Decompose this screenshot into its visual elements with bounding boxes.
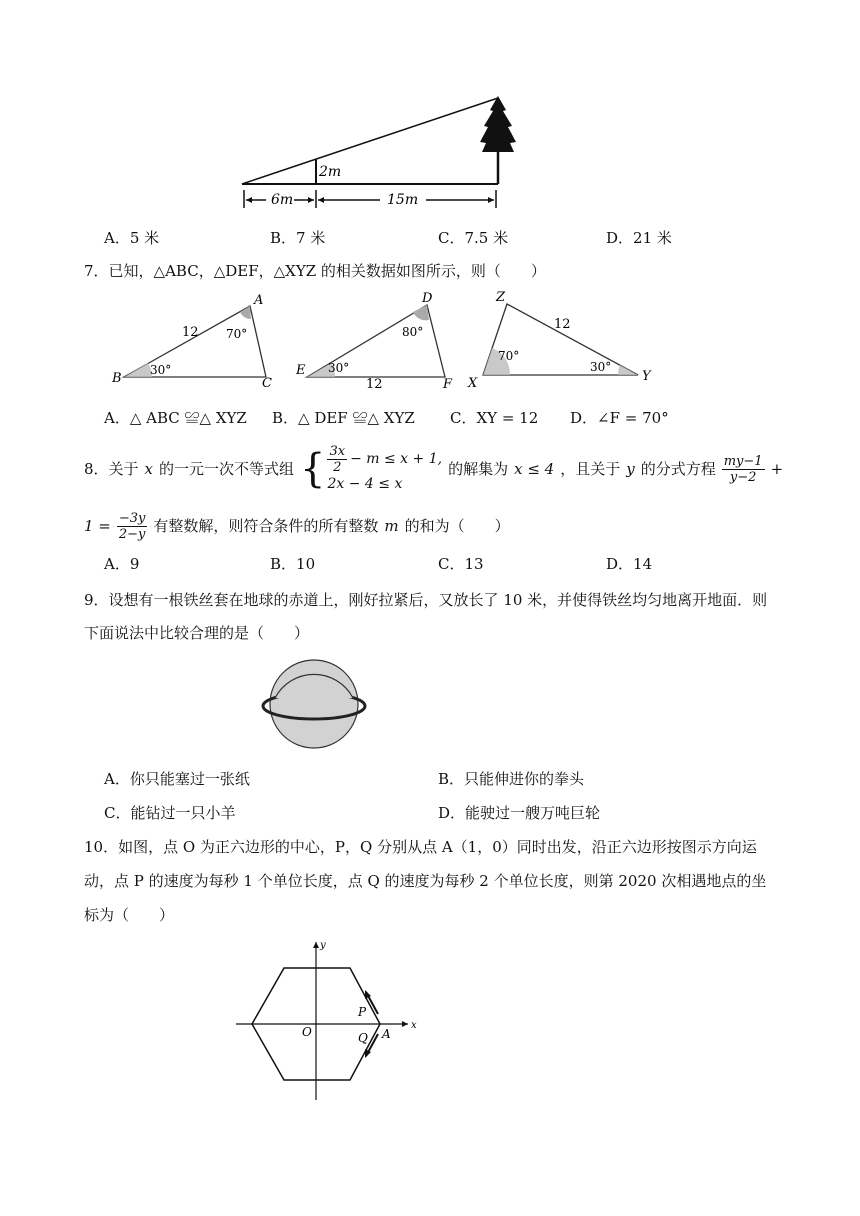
q8-mid1: 的一元一次不等式组 <box>159 460 295 478</box>
angle-y: 30° <box>590 360 612 374</box>
q8-ineq1-rest: − m ≤ x + 1, <box>350 451 443 467</box>
q9-option-b[interactable]: B．只能伸进你的拳头 <box>438 770 585 788</box>
q8-mid4: 的分式方程 <box>640 460 716 478</box>
q7-option-d[interactable]: D．∠F = 70° <box>570 409 669 427</box>
q9-stem-line2: 下面说法中比较合理的是（ ） <box>84 624 310 642</box>
side-ab: 12 <box>182 325 199 340</box>
q7-option-a[interactable]: A．△ ABC ≌△ XYZ <box>104 409 247 427</box>
q8-mid2: 的解集为 <box>448 460 509 478</box>
q8-solution: x ≤ 4 <box>514 460 555 478</box>
point-q: Q <box>358 1031 368 1045</box>
x-axis-label: x <box>411 1020 417 1031</box>
tree-icon <box>480 96 516 152</box>
q10-stem-line3: 标为（ ） <box>84 906 175 924</box>
q6-option-a[interactable]: A．5 米 <box>104 229 160 247</box>
q8-fraction-1: $\frac{my-1}{y-2}$ <box>723 453 763 485</box>
q8-option-d[interactable]: D．14 <box>606 555 653 573</box>
q8-stem-line1 <box>84 446 783 492</box>
vertex-c: C <box>262 376 272 388</box>
q8-var-x: x <box>144 460 154 478</box>
angle-d: 80° <box>402 325 424 339</box>
point-o: O <box>302 1025 312 1039</box>
q6-option-b[interactable]: B．7 米 <box>270 229 326 247</box>
point-a: A <box>382 1027 391 1041</box>
q7-stem: 7．已知，△ABC，△DEF，△XYZ 的相关数据如图所示，则（ ） <box>84 262 546 280</box>
q8-inequality-system: { $\frac{3x}{2}$ − m ≤ x + 1, 2x − 4 ≤ x <box>300 444 443 492</box>
vertex-y: Y <box>642 369 651 384</box>
vertex-d: D <box>422 291 433 306</box>
q8-prefix: 8．关于 <box>84 460 139 478</box>
q8-line2-lead: 1 = <box>84 517 111 535</box>
point-p: P <box>358 1005 367 1019</box>
side-zy: 12 <box>554 317 571 332</box>
q8-var-m: m <box>384 517 399 535</box>
q8-ineq1-den: 2 <box>333 460 342 475</box>
vertex-z: Z <box>496 290 506 305</box>
q6-option-c[interactable]: C．7.5 米 <box>438 229 509 247</box>
side-ef: 12 <box>366 377 383 388</box>
q9-option-a[interactable]: A．你只能塞过一张纸 <box>104 770 250 788</box>
angle-x: 70° <box>498 349 520 363</box>
q8-plus: + <box>770 460 784 478</box>
label-6m: 6m <box>271 192 294 208</box>
vertex-f: F <box>443 377 453 388</box>
angle-b: 30° <box>150 363 172 377</box>
q8-option-c[interactable]: C．13 <box>438 555 484 573</box>
label-15m: 15m <box>387 192 419 208</box>
q8-stem-line2 <box>84 506 510 546</box>
q8-option-b[interactable]: B．10 <box>270 555 316 573</box>
vertex-b: B <box>112 371 122 386</box>
q9-stem-line1: 9．设想有一根铁丝套在地球的赤道上，刚好拉紧后，又放长了 10 米，并使得铁丝均匀地离开地面．则 <box>84 591 768 609</box>
vertex-e: E <box>296 363 306 378</box>
triangles-figure <box>100 288 680 388</box>
q8-line2-end: 的和为（ ） <box>404 517 510 535</box>
tree-shadow-figure <box>230 90 530 215</box>
label-2m: 2m <box>319 164 342 180</box>
q8-var-y: y <box>626 460 635 478</box>
earth-wire-figure <box>258 654 378 758</box>
q8-ineq2: 2x − 4 ≤ x <box>327 476 403 492</box>
y-axis-label: y <box>320 940 326 951</box>
q8-ineq1-num: 3x <box>329 444 346 459</box>
q8-fraction-2: $\frac{-3y}{2-y}$ <box>118 510 146 542</box>
vertex-a: A <box>254 293 264 308</box>
q10-stem-line1: 10．如图，点 O 为正六边形的中心，P，Q 分别从点 A（1，0）同时出发，沿正六边形按图示方向运 <box>84 838 757 856</box>
q9-option-d[interactable]: D．能驶过一艘万吨巨轮 <box>438 804 601 822</box>
angle-e: 30° <box>328 361 350 375</box>
vertex-x: X <box>468 376 478 388</box>
q10-stem-line2: 动，点 P 的速度为每秒 1 个单位长度，点 Q 的速度为每秒 2 个单位长度，则第 2020 次相遇地点的坐 <box>84 872 767 890</box>
q6-option-d[interactable]: D．21 米 <box>606 229 672 247</box>
earth-icon <box>270 660 358 748</box>
q7-option-b[interactable]: B．△ DEF ≌△ XYZ <box>272 409 415 427</box>
q8-mid3: ，且关于 <box>560 460 621 478</box>
q8-option-a[interactable]: A．9 <box>104 555 140 573</box>
angle-a: 70° <box>226 327 248 341</box>
q7-option-c[interactable]: C．XY = 12 <box>450 409 539 427</box>
q9-option-c[interactable]: C．能钻过一只小羊 <box>104 804 236 822</box>
q8-line2-mid: 有整数解，则符合条件的所有整数 <box>153 517 379 535</box>
hexagon-figure <box>228 936 418 1106</box>
